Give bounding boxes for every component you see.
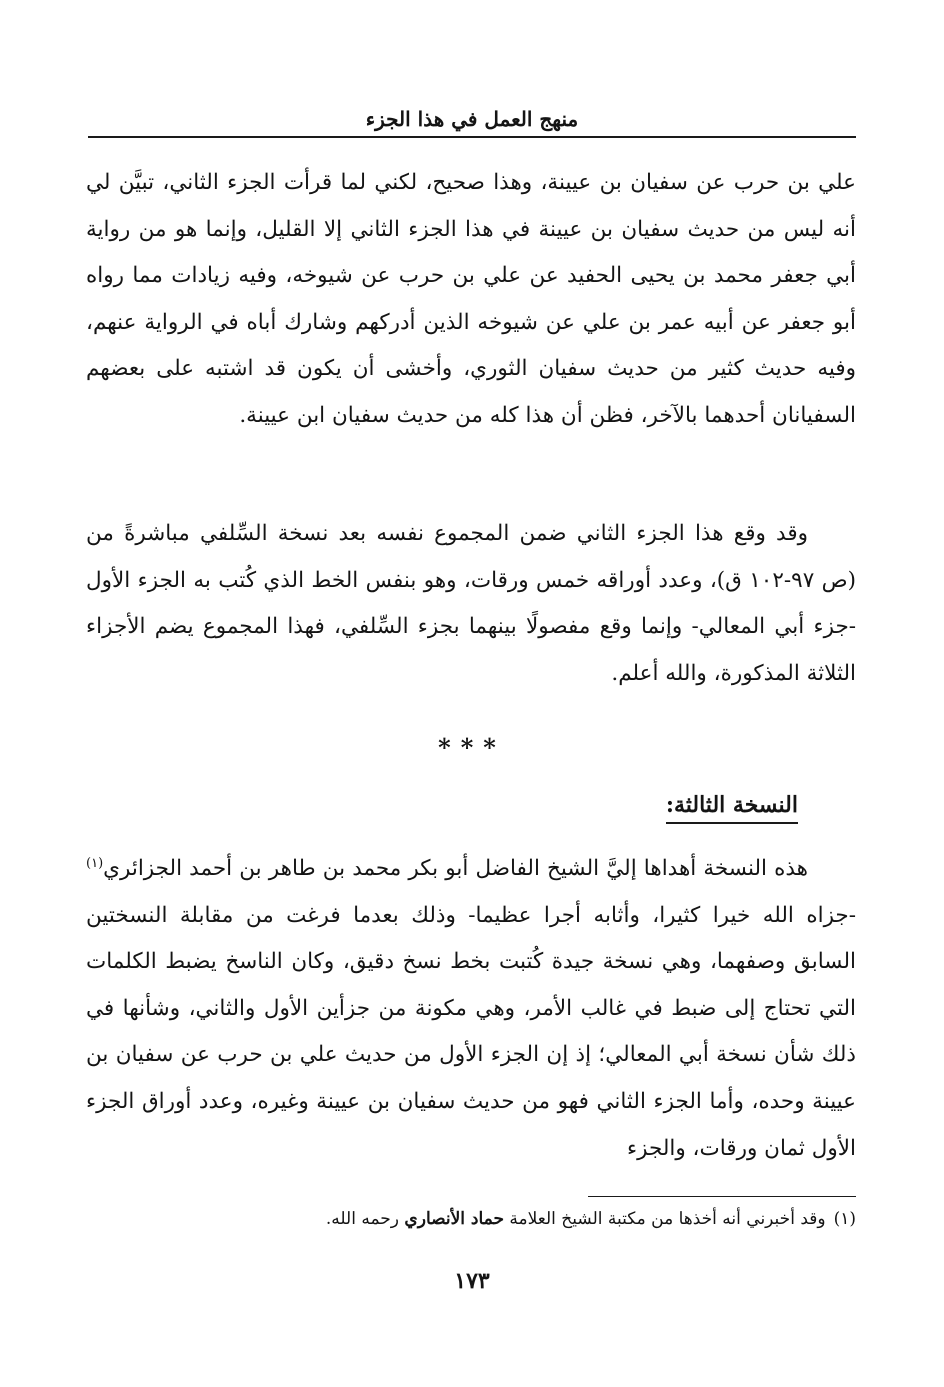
footnote-reference: (١) — [86, 855, 104, 871]
running-header: منهج العمل في هذا الجزء — [365, 107, 579, 131]
footnote-name: حماد الأنصاري — [404, 1209, 505, 1229]
footnote — [86, 1205, 856, 1233]
footnote-text-before: وقد أخبرني أنه أخذها من مكتبة الشيخ العلامة — [509, 1209, 826, 1229]
paragraph-3 — [86, 846, 856, 1172]
footnote-rule — [588, 1196, 856, 1197]
section-heading: النسخة الثالثة: — [666, 790, 798, 824]
footnote-text-after: رحمه الله. — [325, 1209, 400, 1229]
paragraph-1: علي بن حرب عن سفيان بن عيينة، وهذا صحيح، لكني لما قرأت الجزء الثاني، تبيَّن لي أنه ليس من حديث سفيان بن عيينة في هذا الجزء الثاني إلا القليل، وإنما هو من رواية أبي جعفر محمد بن يحيى الحفيد عن علي بن حرب عن شيوخه، وفيه زيادات مما رواه أبو جعفر عن أبيه عمر بن علي عن شيوخه الذين أدركهم وشارك أباه في الرواية عنهم، وفيه حديث كثير من حديث سفيان الثوري، وأخشى أن يكون قد اشتبه على بعضهم السفيانان أحدهما بالآخر، فظن أن هذا كله من حديث سفيان ابن عيينة. — [86, 170, 856, 428]
paragraph-3-part-1: هذه النسخة أهداها إليَّ الشيخ الفاضل أبو بكر محمد بن طاهر بن أحمد الجزائري — [103, 856, 808, 881]
footnote-number: (١) — [833, 1209, 856, 1229]
page-number: ١٧٣ — [454, 1268, 490, 1294]
paragraph-3-part-2: -جزاه الله خيرا كثيرا، وأثابه أجرا عظيما- وذلك بعدما فرغت من مقابلة النسختين السابق وصفهما، وهي نسخة جيدة كُتبت بخط نسخ دقيق، وكان الناسخ يضبط الكلمات التي تحتاج إلى ضبط في غالب الأمر، وهي مكونة من جزأين الأول والثاني، وشأنها في ذلك شأن نسخة أبي المعالي؛ إذ إن الجزء الأول من حديث علي بن حرب عن سفيان بن عيينة وحده، وأما الجزء الثاني فهو من حديث سفيان بن عيينة وغيره، وعدد أوراق الجزء الأول ثمان ورقات، والجزء — [86, 902, 856, 1161]
section-divider: *** — [438, 733, 506, 762]
header-rule — [88, 136, 856, 138]
paragraph-2: وقد وقع هذا الجزء الثاني ضمن المجموع نفسه بعد نسخة السِّلفي مباشرةً من (ص ٩٧-١٠٢ ق)، وعدد أوراقه خمس ورقات، وهو بنفس الخط الذي كُتب به الجزء الأول -جزء أبي المعالي- وإنما وقع مفصولًا بينهما بجزء السِّلفي، فهذا المجموع يضم الأجزاء الثلاثة المذكورة، والله أعلم. — [86, 521, 856, 686]
